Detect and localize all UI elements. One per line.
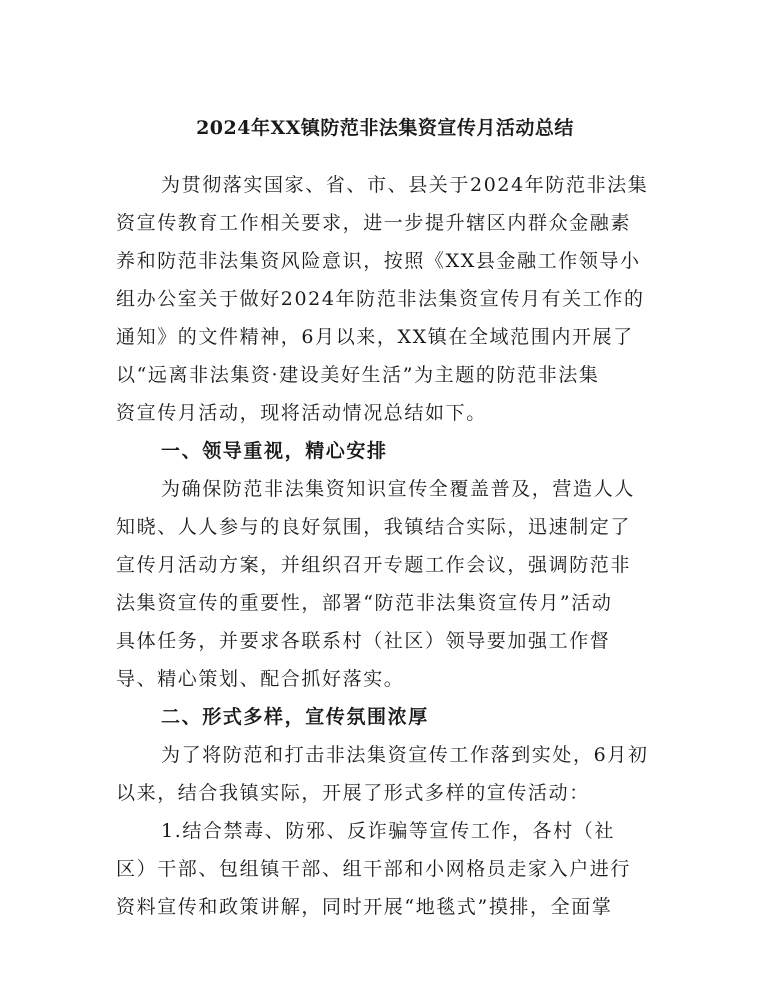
paragraph-line: 资宣传月活动，现将活动情况总结如下。: [116, 402, 487, 424]
paragraph-line: 导、精心策划、配合抓好落实。: [116, 668, 405, 690]
paragraph-line: 以来，结合我镇实际，开展了形式多样的宣传活动：: [116, 782, 590, 804]
document-title: 2024年XX镇防范非法集资宣传月活动总结: [196, 117, 574, 139]
paragraph-line: 知晓、人人参与的良好氛围，我镇结合实际，迅速制定了: [116, 516, 632, 538]
paragraph-line: 区）干部、包组镇干部、组干部和小网格员走家入户进行: [116, 858, 632, 880]
section-heading: 一、领导重视，精心安排: [161, 440, 388, 462]
paragraph-line: 1.结合禁毒、防邪、反诈骗等宣传工作，各村（社: [161, 820, 615, 842]
section-heading: 二、形式多样，宣传氛围浓厚: [161, 706, 429, 728]
paragraph-line: 养和防范非法集资风险意识，按照《XX县金融工作领导小: [116, 250, 641, 272]
paragraph-line: 为确保防范非法集资知识宣传全覆盖普及，营造人人: [161, 478, 635, 500]
document-body: [116, 166, 656, 926]
paragraph-line: 为贯彻落实国家、省、市、县关于2024年防范非法集: [161, 174, 649, 196]
paragraph-line: 资料宣传和政策讲解，同时开展“地毯式”摸排，全面掌: [116, 896, 613, 918]
paragraph-line: 宣传月活动方案，并组织召开专题工作会议，强调防范非: [116, 554, 632, 576]
paragraph-line: 为了将防范和打击非法集资宣传工作落到实处，6月初: [161, 744, 649, 766]
paragraph-line: 以“远离非法集资·建设美好生活”为主题的防范非法集: [116, 364, 600, 386]
paragraph-line: 组办公室关于做好2024年防范非法集资宣传月有关工作的: [116, 288, 645, 310]
paragraph-line: 具体任务，并要求各联系村（社区）领导要加强工作督: [116, 630, 611, 652]
paragraph-line: 通知》的文件精神，6月以来，XX镇在全域范围内开展了: [116, 326, 634, 348]
paragraph-line: 法集资宣传的重要性，部署“防范非法集资宣传月”活动: [116, 592, 613, 614]
paragraph-line: 资宣传教育工作相关要求，进一步提升辖区内群众金融素: [116, 212, 632, 234]
